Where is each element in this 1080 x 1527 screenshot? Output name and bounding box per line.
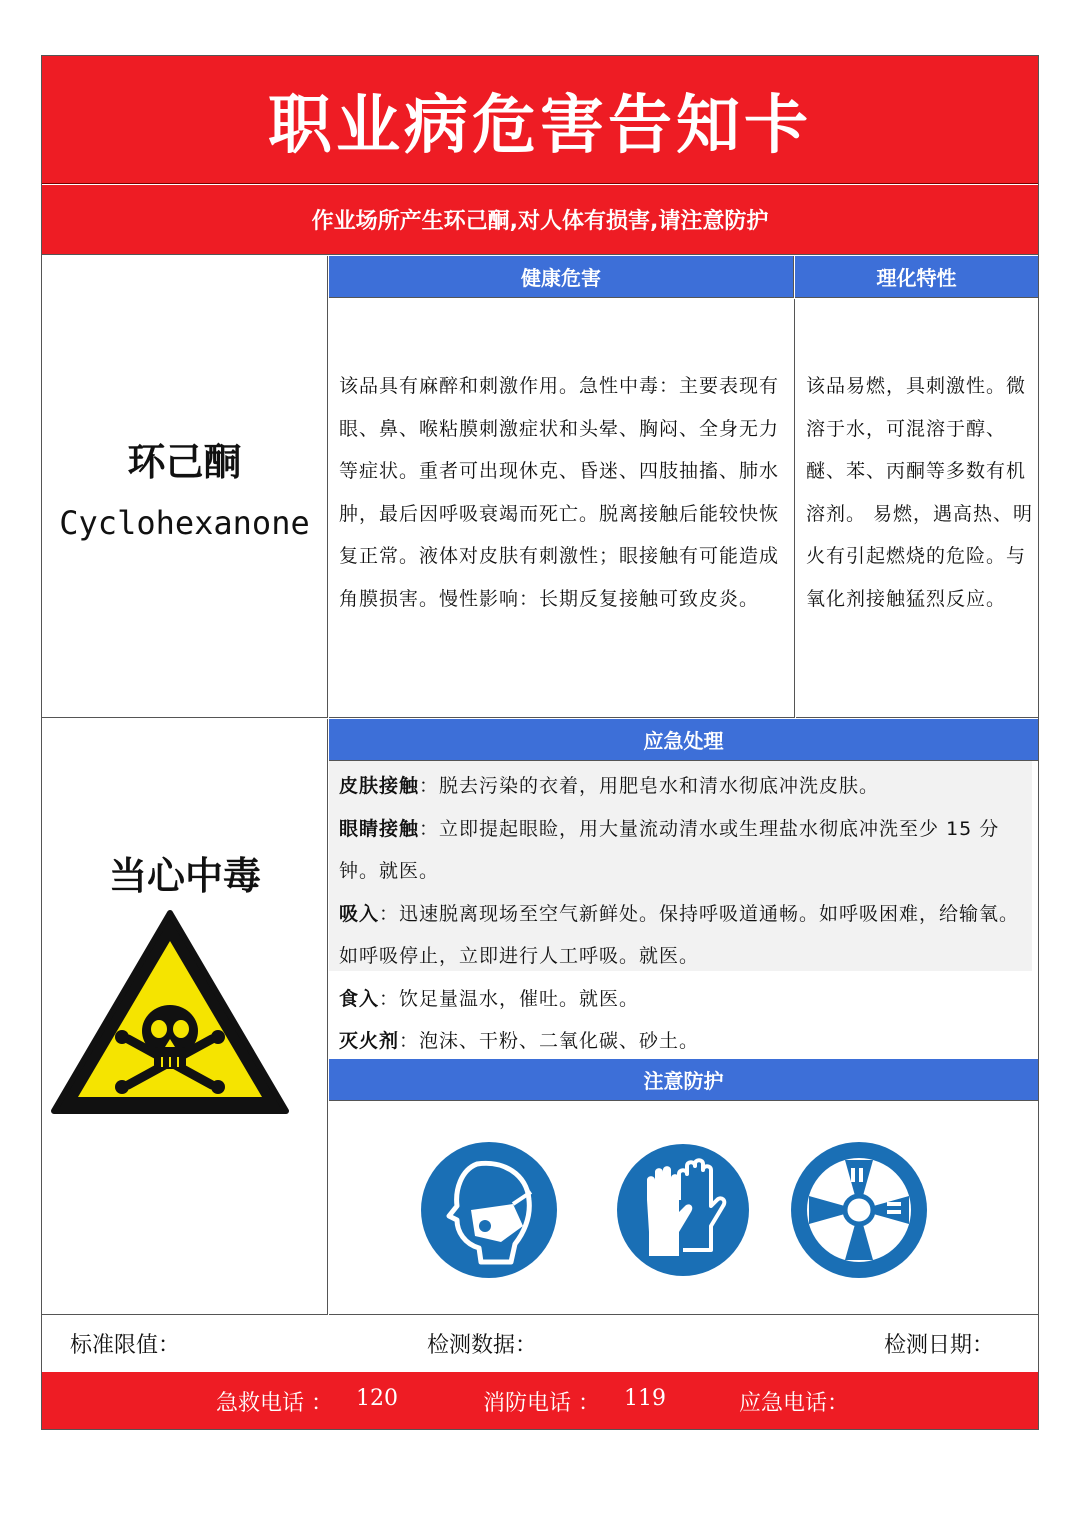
substance-name-cell [42,256,328,718]
fire-label: 消防电话 ： [483,1391,600,1416]
date-label: 检测日期： [884,1333,995,1358]
fire-number: 119 [624,1386,666,1411]
physchem-text: 该品易燃，具刺激性。微溶于水，可混溶于醇、醚、苯、丙酮等多数有机溶剂。 易燃，遇高热、明火有引起燃烧的危险。与氧化剂接触猛烈反应。 [796,299,1038,718]
substance-name-cn: 环己酮 [127,440,242,484]
title-bar [42,56,1038,184]
poison-skull-warning-icon [50,907,290,1117]
physchem-heading: 理化特性 [795,256,1038,298]
measure-label: 检测数据： [427,1333,538,1358]
health-hazard-heading: 健康危害 [329,256,794,298]
first-aid-number: 120 [356,1386,398,1411]
protection-heading: 注意防护 [329,1059,1038,1101]
respirator-mask-icon [419,1140,559,1280]
ventilation-icon [789,1140,929,1280]
warning-cell [42,719,328,1315]
emergency-item-extinguish: 灭火剂：泡沫、干粉、二氧化碳、砂土。 [339,1030,700,1052]
substance-name-en: Cyclohexanone [59,504,310,542]
warning-label: 当心中毒 [108,854,261,898]
emergency-list [329,761,1038,1057]
emergency-item-eye: 眼睛接触：立即提起眼睑，用大量流动清水或生理盐水彻底冲洗至少 15 分钟。就医。 [339,817,1000,882]
protection-icons [329,1102,1038,1315]
emergency-phone-label: 应急电话： [739,1391,850,1416]
protective-gloves-icon [613,1140,753,1280]
subtitle: 作业场所产生环己酮,对人体有损害,请注意防护 [311,209,769,234]
emergency-item-inhale: 吸入：迅速脱离现场至空气新鲜处。保持呼吸道通畅。如呼吸困难，给输氧。如呼吸停止，立即进行人工呼吸。就医。 [339,902,1020,967]
emergency-heading: 应急处理 [329,719,1038,761]
first-aid-label: 急救电话 ： [216,1391,333,1416]
measurement-row [42,1316,1038,1371]
page-title: 职业病危害告知卡 [268,88,812,163]
health-hazard-text: 该品具有麻醉和刺激作用。急性中毒：主要表现有眼、鼻、喉粘膜刺激症状和头晕、胸闷、全身无力等症状。重者可出现休克、昏迷、四肢抽搐、肺水肿，最后因呼吸衰竭而死亡。脱离接触后能较快恢复正常。液体对皮肤有刺激性；眼接触有可能造成角膜损害。慢性影响：长期反复接触可致皮炎。 [329,299,795,718]
phone-bar [42,1372,1038,1429]
limit-label: 标准限值： [70,1333,181,1358]
hazard-notice-card [41,55,1039,1430]
emergency-item-ingest: 食入：饮足量温水，催吐。就医。 [339,987,640,1010]
emergency-item-skin: 皮肤接触：脱去污染的衣着，用肥皂水和清水彻底冲洗皮肤。 [339,775,880,797]
subtitle-bar [42,185,1038,255]
